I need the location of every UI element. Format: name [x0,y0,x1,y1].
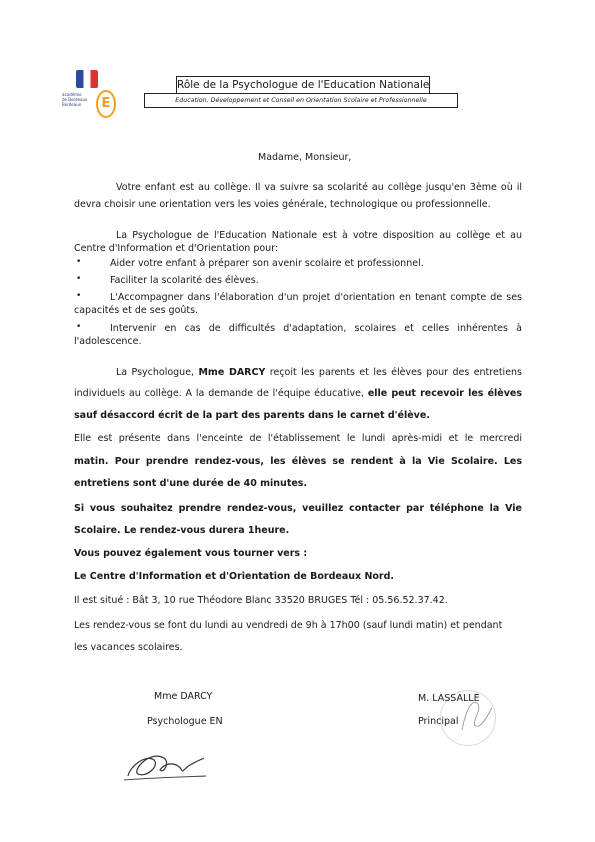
bullet-icon: • [76,291,82,301]
paragraph-3-line-2: individuels au collège. A la demande de l'équipe éducative, elle peut recevoir les élèves [74,388,523,399]
cio-name: Le Centre d'Information et d'Orientation de Bordeaux Nord. [74,571,395,582]
document-title: Rôle de la Psychologue de l'Education Nationale [176,76,430,94]
list-item: Faciliter la scolarité des élèves. [110,275,259,286]
list-item: L'Accompagner dans l'élaboration d'un projet d'orientation en tenant compte de ses [110,292,522,303]
paragraph-9-line-2: les vacances scolaires. [74,642,183,653]
paragraph-5-line-2: Scolaire. Le rendez-vous durera 1heure. [74,525,290,536]
bullet-icon: • [76,257,82,267]
paragraph-2-line-1: La Psychologue de l'Education Nationale est à votre disposition au collège et au [116,230,522,241]
left-signatory-role: Psychologue EN [147,716,223,727]
handwritten-signature-left [120,740,210,785]
salutation: Madame, Monsieur, [258,152,352,163]
list-item-continued: capacités et de ses goûts. [74,305,199,316]
paragraph-6: Vous pouvez également vous tourner vers : [74,548,308,559]
marianne-flag-icon [76,70,98,88]
bullet-icon: • [76,274,82,284]
paragraph-9-line-1: Les rendez-vous se font du lundi au vendredi de 9h à 17h00 (sauf lundi matin) et pendant [74,620,503,631]
paragraph-1-line-1: Votre enfant est au collège. Il va suivre sa scolarité au collège jusqu'en 3ème où il [116,182,522,193]
education-e-icon: E [96,90,116,118]
cio-address: Il est situé : Bât 3, 10 rue Théodore Blanc 33520 BRUGES Tél : 05.56.52.37.42. [74,595,448,606]
right-signatory-role: Principal [418,716,459,727]
paragraph-5-line-1: Si vous souhaitez prendre rendez-vous, veuillez contacter par téléphone la Vie [74,503,522,514]
list-item: Aider votre enfant à préparer son avenir scolaire et professionnel. [110,258,424,269]
paragraph-1-line-2: devra choisir une orientation vers les voies générale, technologique ou professionnelle. [74,199,491,210]
paragraph-3-line-1: La Psychologue, Mme DARCY reçoit les parents et les élèves pour des entretiens [116,367,523,378]
logo-text: académie de Bordeaux Bordeaux [62,92,88,107]
psychologist-name: Mme DARCY [198,367,266,378]
handwritten-signature-right [452,690,498,738]
list-item: Intervenir en cas de difficultés d'adaptation, scolaires et celles inhérentes à [110,323,522,334]
bullet-icon: • [76,322,82,332]
paragraph-2-line-2: Centre d'Information et d'Orientation pour: [74,243,279,254]
right-signatory-name: M. LASSALLE [418,693,480,704]
document-subtitle: Education, Développement et Conseil en Orientation Scolaire et Professionnelle [144,93,458,108]
paragraph-4-line-3: entretiens sont d'une durée de 40 minutes. [74,478,308,489]
list-item-continued: l'adolescence. [74,336,142,347]
left-signatory-name: Mme DARCY [154,691,213,702]
paragraph-4-line-1: Elle est présente dans l'enceinte de l'établissement le lundi après-midi et le mercredi [74,433,522,444]
academie-logo [62,70,120,132]
paragraph-3-line-3: sauf désaccord écrit de la part des parents dans le carnet d'élève. [74,410,430,421]
paragraph-4-line-2: matin. Pour prendre rendez-vous, les élèves se rendent à la Vie Scolaire. Les [74,456,522,467]
